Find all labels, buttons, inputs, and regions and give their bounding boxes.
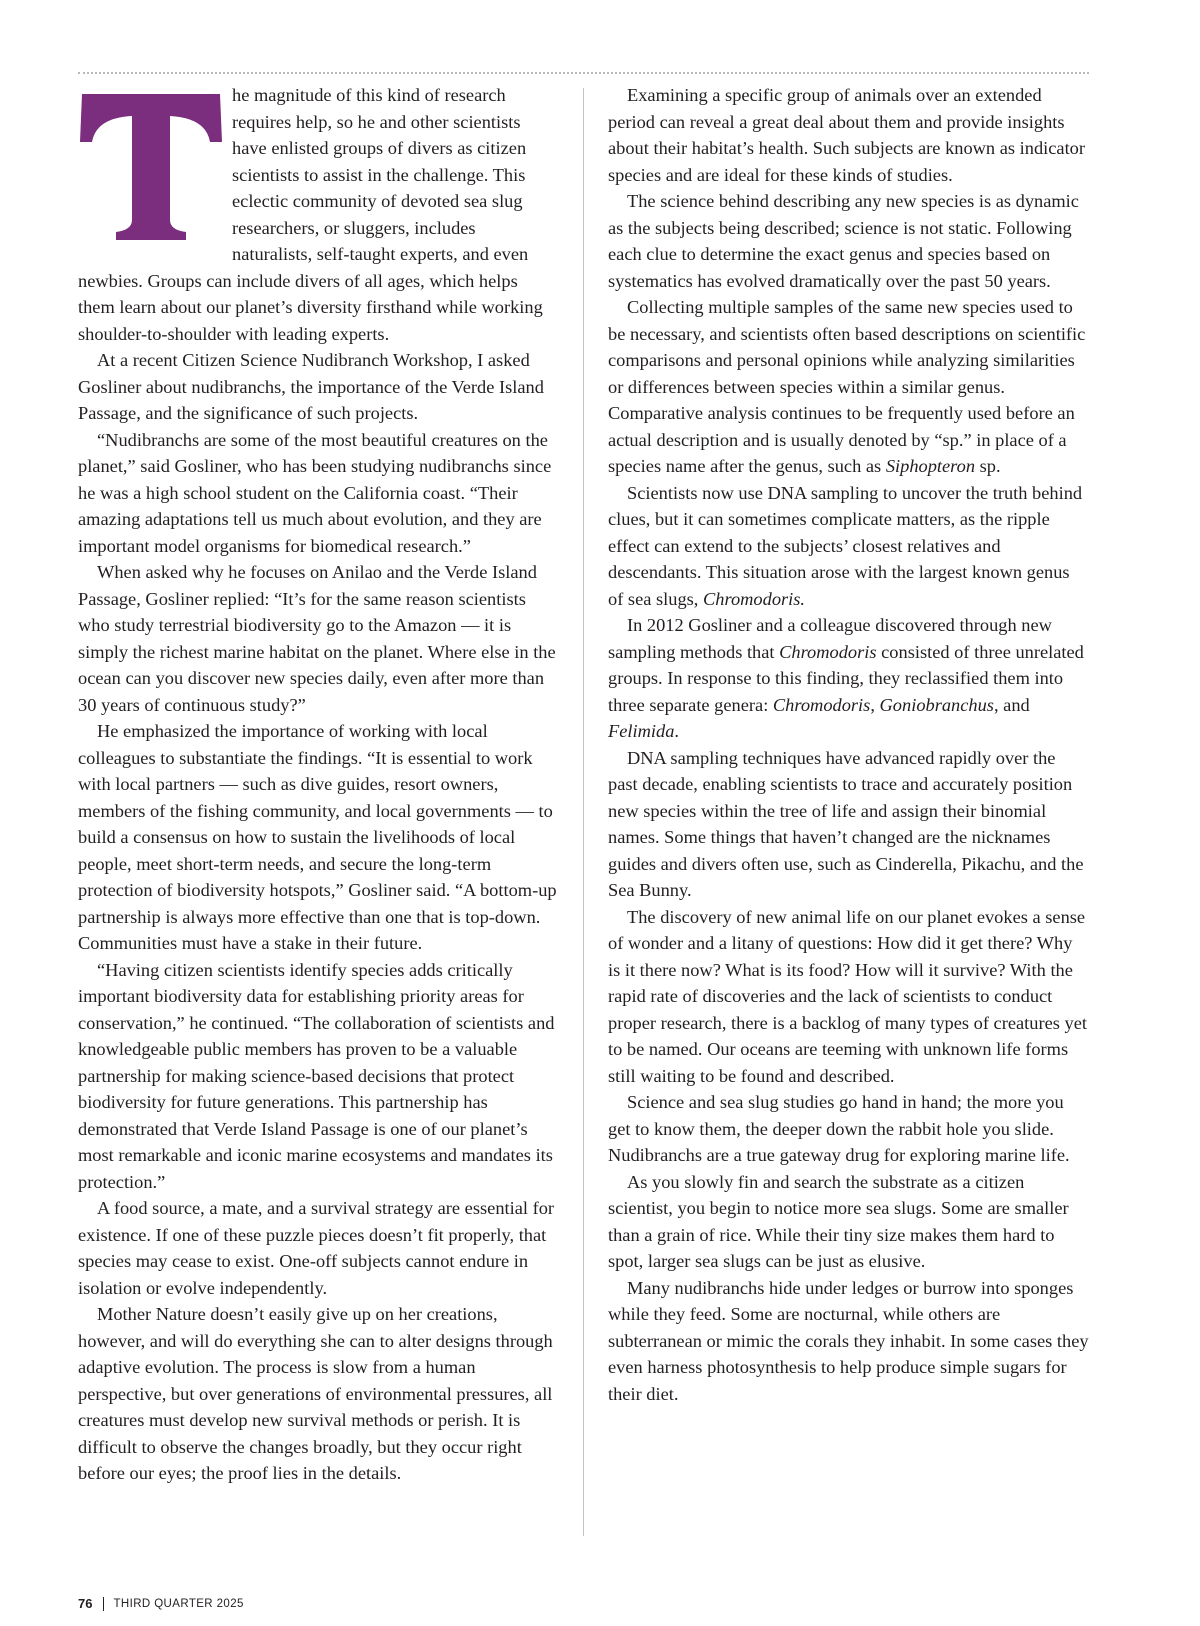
- left-column: [78, 82, 558, 1487]
- column-divider: [583, 88, 584, 1536]
- text: .: [674, 721, 680, 741]
- paragraph: Mother Nature doesn’t easily give up on her creations, however, and will do everything she can to alter designs through adaptive evolution. The process is slow from a human perspective, but over generations of environmental pressures, all creatures must develop new survival methods or perish. It is difficult to observe the changes broadly, but they occur right before our eyes; the proof lies in the details.: [78, 1304, 553, 1483]
- paragraph: he magnitude of this kind of research requires help, so he and other scientists have enlisted groups of divers as citizen scientists to assist in the challenge. This eclectic community of devoted sea slug researchers, or sluggers, includes naturalists, self-taught experts, and even newbies. Groups can include divers of all ages, which helps them learn about our planet’s diversity firsthand while working shoulder-to-shoulder with leading experts.: [78, 85, 543, 344]
- paragraph: At a recent Citizen Science Nudibranch Workshop, I asked Gosliner about nudibranchs, the importance of the Verde Island Passage, and the significance of such projects.: [78, 350, 544, 423]
- text: Collecting multiple samples of the same new species used to be necessary, and scientists often based descriptions on scientific comparisons and personal opinions while analyzing similarities or differences between species within a similar genus. Comparative analysis continues to be frequently used before an actual description and is usually denoted by “sp.” in place of a species name after the genus, such as: [608, 297, 1086, 476]
- top-dotted-rule: [78, 72, 1089, 74]
- paragraph: “Having citizen scientists identify species adds critically important biodiversity data for establishing priority areas for conservation,” he continued. “The collaboration of scientists and knowledgeable public members has proven to be a valuable partnership for making science-based decisions that protect biodiversity for future generations. This partnership has demonstrated that Verde Island Passage is one of our planet’s most remarkable and iconic marine ecosystems and mandates its protection.”: [78, 959, 555, 1192]
- genus-name: Chromodoris.: [703, 588, 806, 609]
- page-footer: [78, 1596, 244, 1611]
- text: sp.: [975, 456, 1001, 476]
- right-column: [608, 82, 1089, 1407]
- text: , and: [993, 694, 1030, 715]
- paragraph: He emphasized the importance of working with local colleagues to substantiate the findings. “It is essential to work with local partners — such as dive guides, resort owners, members of the fishing community, and local governments — to build a consensus on how to sustain the livelihoods of local people, meet short-term needs, and secure the long-term protection of biodiversity hotspots,” Gosliner said. “A bottom-up partnership is always more effective than one that is top-down. Communities must have a stake in their future.: [78, 721, 557, 953]
- genus-name: Siphopteron: [885, 456, 976, 476]
- genus-name: Felimida: [608, 721, 675, 741]
- text: Scientists now use DNA sampling to uncover the truth behind clues, but it can sometimes complicate matters, as the ripple effect can extend to the subjects’ closest relatives and descendants. This situation arose with the largest known genus of sea slugs,: [608, 482, 1083, 609]
- paragraph: DNA sampling techniques have advanced rapidly over the past decade, enabling scientists to trace and accurately position new species within the tree of life and assign their binomial names. Some things that haven’t changed are the nicknames guides and divers often use, such as Cinderella, Pikachu, and the Sea Bunny.: [608, 747, 1084, 900]
- paragraph: Many nudibranchs hide under ledges or burrow into sponges while they feed. Some are nocturnal, while others are subterranean or mimic the corals they inhabit. In some cases they even harness photosynthesis to help produce simple sugars for their diet.: [608, 1277, 1089, 1404]
- paragraph: [608, 612, 1089, 745]
- paragraph: As you slowly fin and search the substrate as a citizen scientist, you begin to notice more sea slugs. Some are smaller than a grain of rice. While their tiny size makes them hard to spot, larger sea slugs can be just as elusive.: [608, 1171, 1069, 1271]
- text: consisted of three unrelated groups. In response to this finding, they reclassified them into three separate genera:: [608, 641, 1084, 715]
- paragraph: The science behind describing any new species is as dynamic as the subjects being described; science is not static. Following each clue to determine the exact genus and species based on systematics has evolved dramatically over the past 50 years.: [608, 191, 1079, 291]
- paragraph: The discovery of new animal life on our planet evokes a sense of wonder and a litany of questions: How did it get there? Why is it there now? What is its food? How will it survive? With the rapid rate of discoveries and the lack of scientists to conduct proper research, there is a backlog of many types of creatures yet to be named. Our oceans are teeming with unknown life forms still waiting to be found and described.: [608, 906, 1087, 1086]
- paragraph: [608, 294, 1089, 480]
- paragraph: [608, 480, 1089, 613]
- text: ,: [870, 694, 880, 715]
- drop-cap-letter-icon: [78, 90, 224, 242]
- genus-name: Chromodoris: [772, 694, 871, 715]
- page-number: 76: [78, 1596, 93, 1611]
- paragraph: Science and sea slug studies go hand in hand; the more you get to know them, the deeper down the rabbit hole you slide. Nudibranchs are a true gateway drug for exploring marine life.: [608, 1092, 1070, 1165]
- paragraph: A food source, a mate, and a survival strategy are essential for existence. If one of these puzzle pieces doesn’t fit properly, that species may cease to exist. One-off subjects cannot endure in isolation or evolve independently.: [78, 1198, 555, 1298]
- paragraph: “Nudibranchs are some of the most beautiful creatures on the planet,” said Gosliner, who has been studying nudibranchs since he was a high school student on the California coast. “Their amazing adaptations tell us much about evolution, and they are important model organisms for biomedical research.”: [78, 429, 552, 556]
- genus-name: Chromodoris: [779, 641, 877, 662]
- genus-name: Goniobranchus: [879, 694, 994, 715]
- text: In 2012 Gosliner and a colleague discovered through new sampling methods that: [608, 615, 1052, 662]
- paragraph: When asked why he focuses on Anilao and the Verde Island Passage, Gosliner replied: “It’s for the same reason scientists who study terrestrial biodiversity go to the Amazon — it is simply the richest marine habitat on the planet. Where else in the ocean can you discover new species daily, even after more than 30 years of continuous study?”: [78, 562, 556, 715]
- footer-divider: [103, 1597, 104, 1611]
- drop-cap: [78, 90, 224, 242]
- issue-label: THIRD QUARTER 2025: [113, 1597, 244, 1610]
- paragraph: Examining a specific group of animals over an extended period can reveal a great deal about them and provide insights about their habitat’s health. Such subjects are known as indicator species and are ideal for these kinds of studies.: [608, 85, 1086, 185]
